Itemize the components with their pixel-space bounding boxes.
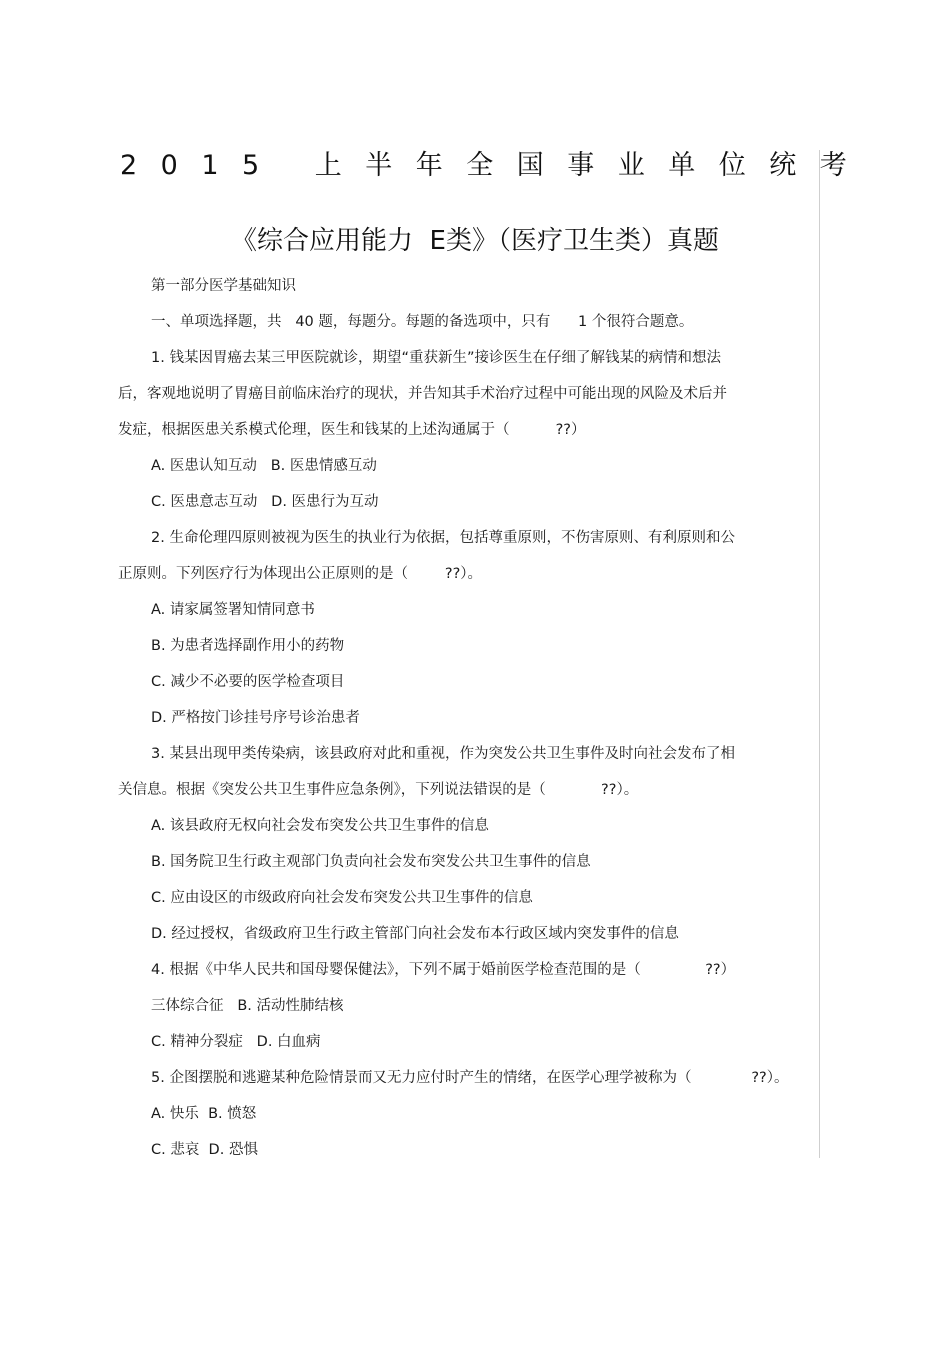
- question-4-options-ab: 三体综合征 B. 活动性肺结核: [151, 998, 344, 1014]
- question-4-line-1: 4. 根据《中华人民共和国母婴保健法》，下列不属于婚前医学检查范围的是（ ??）: [151, 962, 736, 978]
- question-1-line-2: 后，客观地说明了胃癌目前临床治疗的现状，并告知其手术治疗过程中可能出现的风险及术后并: [118, 386, 727, 402]
- section-heading: 第一部分医学基础知识: [151, 278, 296, 294]
- question-2-option-c: C. 减少不必要的医学检查项目: [151, 674, 345, 690]
- question-1-options-cd: C. 医患意志互动 D. 医患行为互动: [151, 494, 379, 510]
- question-4-options-cd: C. 精神分裂症 D. 白血病: [151, 1034, 321, 1050]
- question-2-line-1: 2. 生命伦理四原则被视为医生的执业行为依据，包括尊重原则，不伤害原则、有利原则和公: [151, 530, 735, 546]
- page-edge-rule: [819, 150, 820, 1158]
- document-title-line-2: 《综合应用能力 E类》（医疗卫生类）真题: [231, 226, 719, 256]
- question-1-options-ab: A. 医患认知互动 B. 医患情感互动: [151, 458, 377, 474]
- question-3-option-c: C. 应由设区的市级政府向社会发布突发公共卫生事件的信息: [151, 890, 533, 906]
- question-5-options-cd: C. 悲哀 D. 恐惧: [151, 1142, 258, 1158]
- question-5-options-ab: A. 快乐 B. 愤怒: [151, 1106, 257, 1122]
- question-1-line-1: 1. 钱某因胃癌去某三甲医院就诊，期望“重获新生”接诊医生在仔细了解钱某的病情和想法: [151, 350, 721, 366]
- question-2-option-a: A. 请家属签署知情同意书: [151, 602, 315, 618]
- question-1-line-3: 发症，根据医患关系模式伦理，医生和钱某的上述沟通属于（ ??）: [118, 422, 586, 438]
- question-5-line-1: 5. 企图摆脱和逃避某种危险情景而又无力应付时产生的情绪，在医学心理学被称为（ ??）。: [151, 1070, 789, 1086]
- question-3-option-d: D. 经过授权，省级政府卫生行政主管部门向社会发布本行政区域内突发事件的信息: [151, 926, 679, 942]
- question-2-line-2: 正原则。下列医疗行为体现出公正原则的是（ ??）。: [118, 566, 483, 582]
- question-3-option-b: B. 国务院卫生行政主观部门负责向社会发布突发公共卫生事件的信息: [151, 854, 591, 870]
- question-2-option-b: B. 为患者选择副作用小的药物: [151, 638, 345, 654]
- question-3-line-1: 3. 某县出现甲类传染病，该县政府对此和重视，作为突发公共卫生事件及时向社会发布了相: [151, 746, 735, 762]
- instructions: 一、单项选择题，共 40 题，每题分。每题的备选项中，只有 1 个很符合题意。: [151, 314, 694, 330]
- question-2-option-d: D. 严格按门诊挂号序号诊治患者: [151, 710, 360, 726]
- question-3-line-2: 关信息。根据《突发公共卫生事件应急条例》，下列说法错误的是（ ??）。: [118, 782, 639, 798]
- document-title-line-1: 2015 上半年全国事业单位统考: [120, 150, 871, 181]
- question-3-option-a: A. 该县政府无权向社会发布突发公共卫生事件的信息: [151, 818, 489, 834]
